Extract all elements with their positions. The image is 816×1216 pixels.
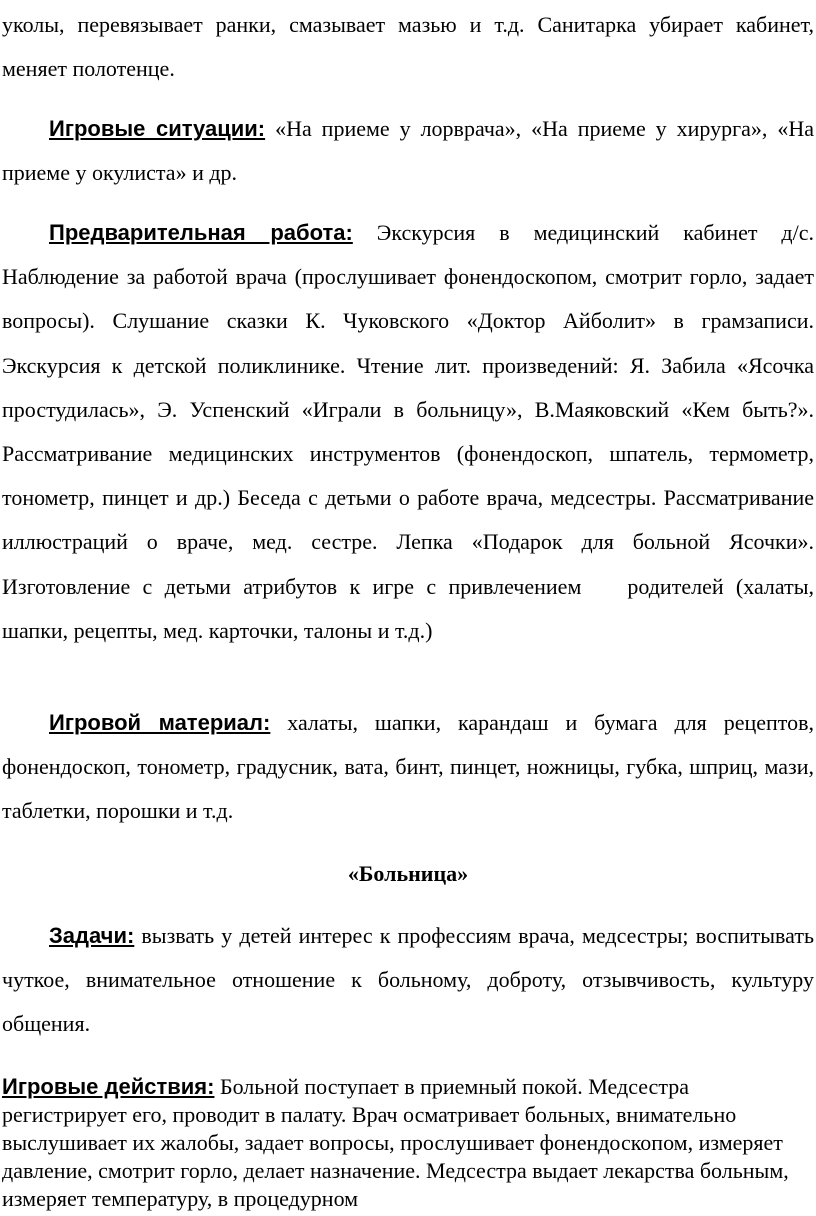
paragraph-preliminary-work (2, 211, 814, 653)
paragraph-game-situations (2, 107, 814, 195)
paragraph-tasks (2, 914, 814, 1047)
paragraph-text: «На приеме у лорврача», «На приеме у хирурга», «На приеме у окулиста» и др. (2, 116, 814, 186)
paragraph-text: Больной поступает в приемный покой. Медсестра регистрирует его, проводит в палату. Врач осматривает больных, внимательно выслушивает их жалобы, задает вопросы, прослушивает фонендоскопом, измеряет давление, смотрит горло, делает назначение. Медсестра выдает лекарства больным, измеряет температуру, в процедурном (2, 1074, 789, 1211)
label-game-actions: Игровые действия: (2, 1074, 215, 1099)
paragraph-game-material (2, 701, 814, 834)
paragraph-game-actions (2, 1073, 814, 1213)
label-game-situations: Игровые ситуации: (49, 116, 266, 141)
section-heading-hospital: «Больница» (347, 861, 469, 886)
paragraph-text-continued: родителей (халаты, шапки, рецепты, мед. карточки, талоны и т.д.) (2, 573, 814, 643)
paragraph-text: халаты, шапки, карандаш и бумага для рецептов, фонендоскоп, тонометр, градусник, вата, бинт, пинцет, ножницы, губка, шприц, мази, таблетки, порошки и т.д. (2, 710, 814, 824)
paragraph-text: уколы, перевязывает ранки, смазывает мазью и т.д. Санитарка убирает кабинет, меняет полотенце. (2, 12, 814, 82)
paragraph-text: вызвать у детей интерес к профессиям врача, медсестры; воспитывать чуткое, внимательное отношение к больному, доброту, отзывчивость, культуру общения. (2, 923, 814, 1037)
label-tasks: Задачи: (49, 923, 135, 948)
label-preliminary-work: Предварительная работа: (49, 220, 353, 245)
label-game-material: Игровой материал: (49, 710, 271, 735)
paragraph-text: Экскурсия в медицинский кабинет д/с. Наблюдение за работой врача (прослушивает фонендоскопом, смотрит горло, задает вопросы). Слушание сказки К. Чуковского «Доктор Айболит» в грамзаписи. Экскурсия к детской поликлинике. Чтение лит. произведений: Я. Забила «Ясочка простудилась», Э. Успенский «Играли в больницу», В.Маяковский «Кем быть?». Рассматривание медицинских инструментов (фонендоскоп, шпатель, термометр, тонометр, пинцет и др.) Беседа с детьми о работе врача, медсестры. Рассматривание иллюстраций о враче, мед. сестре. Лепка «Подарок для больной Ясочки». Изготовление с детьми атрибутов к игре с привлечением (2, 220, 815, 599)
paragraph-nurse-duties (2, 3, 814, 91)
